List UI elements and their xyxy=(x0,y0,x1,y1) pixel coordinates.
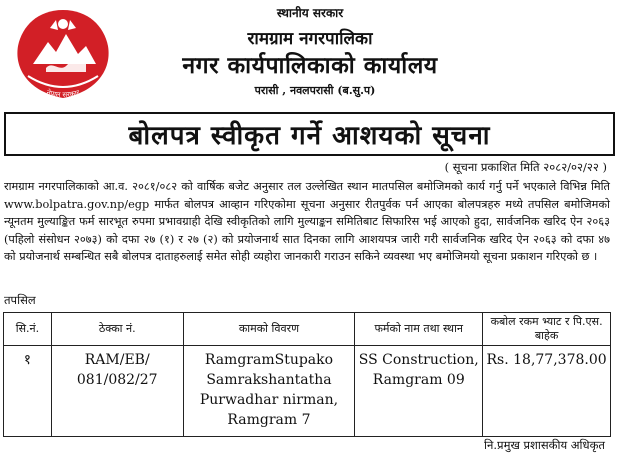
award-table xyxy=(3,312,611,437)
cell-sn: १ xyxy=(4,346,52,437)
municipality-name: रामग्राम नगरपालिका xyxy=(247,29,373,49)
column-header-description: कामको विवरण xyxy=(183,313,355,346)
signoff-officer: नि.प्रमुख प्रशासकीय अधिकृत xyxy=(484,438,605,452)
notice-body: रामग्राम नगरपालिकाको आ.व. २०८१/०८२ को वार्षिक बजेट अनुसार तल उल्लेखित स्थान मातपसिल बमोजिमको कार्य गर्नु पर्ने भएकाले विभिन्न मिति www.bolpatra.gov.np/egp मार्फत बोलपत्र आव्हान गरिएकोमा सूचना अनुसार रीतपुर्वक पर्न आएका बोलपत्रहरु मध्ये तपसिल बमोजिमको न्यूनतम मुल्याङ्कित फर्म सारभूत रुपमा प्रभावग्राही देखि स्वीकृतिको लागि मुल्याङ्कन समितिबाट सिफारिस भई आएको हुदा, सार्वजनिक खरिद ऐन २०६३ (पहिलो संसोधन २०७३) को दफा २७ (१) र २७ (२) को प्रयोजनार्थ सात दिनका लागि आशयपत्र जारी गरी सार्वजनिक खरिद ऐन २०६३ को दफा ४७ को प्रयोजनार्थ सम्बन्धित सबै बोलपत्र दाताहरुलाई समेत सोही व्यहोरा जानकारी गराउन सकिने व्यवस्था भए बमोजिमयो सूचना प्रकाशन गरिएको छ । xyxy=(4,180,610,264)
nepal-government-emblem-icon xyxy=(8,6,118,106)
cell-description: RamgramStupako Samrakshantatha Purwadhar nirman, Ramgram 7 xyxy=(183,346,355,437)
letterhead xyxy=(0,0,621,112)
column-header-amount: कबोल रकम भ्याट र पि.एस. बाहेक xyxy=(483,313,611,346)
schedule-label: तपसिल xyxy=(4,293,36,307)
published-date: ( सूचना प्रकाशित मिति २०८२/०२/२२ ) xyxy=(444,160,607,174)
cell-amount: Rs. 18,77,378.00 xyxy=(483,346,611,437)
emblem-motto: नेपाल सरकार xyxy=(45,88,81,100)
column-header-firm: फर्मको नाम तथा स्थान xyxy=(355,313,483,346)
table-header-row xyxy=(4,313,611,346)
office-location: परासी , नवलपरासी (ब.सु.प) xyxy=(254,84,376,97)
cell-firm: SS Construction, Ramgram 09 xyxy=(355,346,483,437)
cell-contract-no: RAM/EB/ 081/082/27 xyxy=(51,346,183,437)
notice-title: बोलपत्र स्वीकृत गर्ने आशयको सूचना xyxy=(4,112,615,156)
office-name: नगर कार्यपालिकाको कार्यालय xyxy=(182,52,438,79)
table-row xyxy=(4,346,611,437)
local-government-label: स्थानीय सरकार xyxy=(276,6,344,20)
column-header-contract-no: ठेक्का नं. xyxy=(51,313,183,346)
column-header-sn: सि.नं. xyxy=(4,313,52,346)
